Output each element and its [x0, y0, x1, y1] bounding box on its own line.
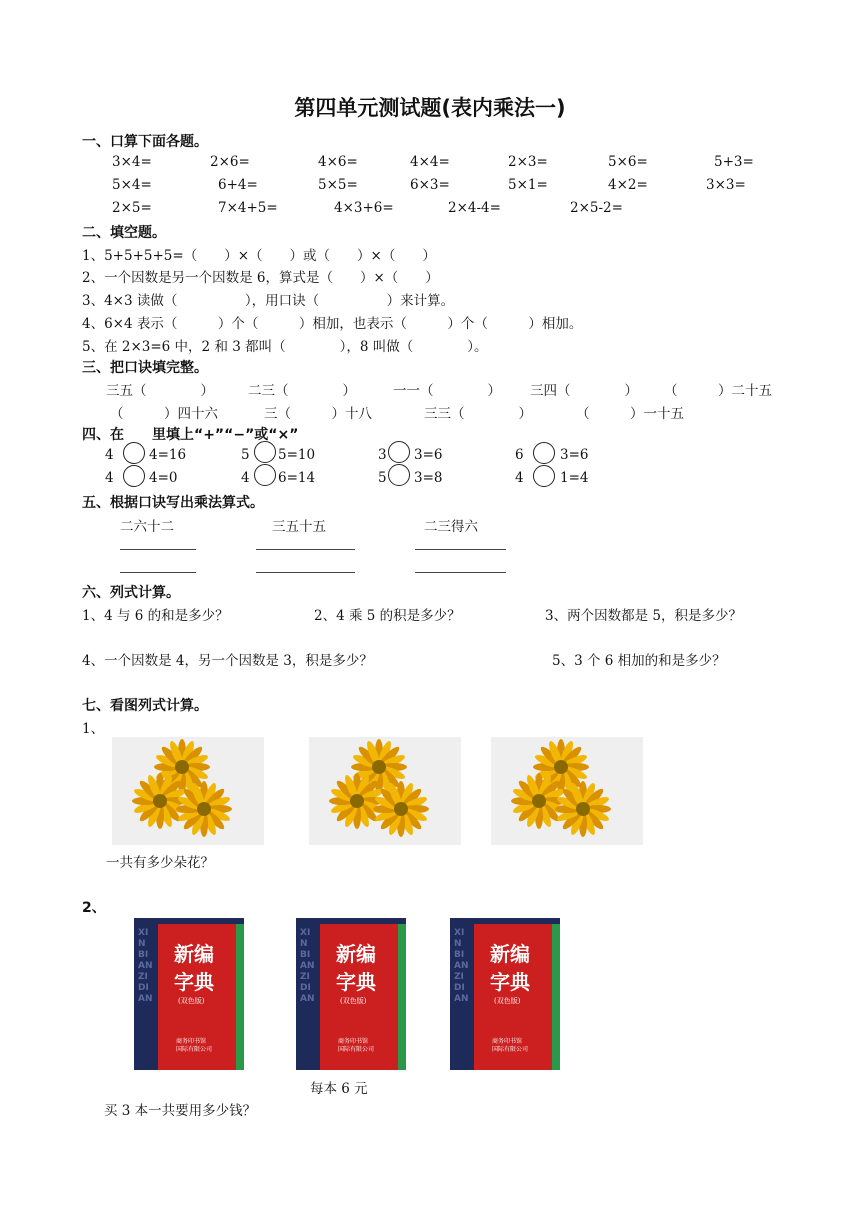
operand-result: 1=4 [560, 470, 589, 486]
picture-problem-2-question: 买 3 本一共要用多少钱？ [104, 1103, 257, 1119]
answer-line[interactable] [256, 572, 355, 573]
rhyme-item: （ ）二十五 [664, 383, 772, 399]
rhyme-item: 三（ ）十八 [264, 406, 372, 422]
flower-icon [309, 737, 461, 845]
operator-circle[interactable] [123, 442, 145, 464]
operand: 3 [378, 447, 387, 463]
problem: 4×2= [608, 177, 648, 193]
operand-result: 4=0 [149, 470, 178, 486]
operator-circle[interactable] [123, 465, 145, 487]
operand: 5 [378, 470, 387, 486]
picture-problem-2-label: 2、 [82, 900, 106, 916]
answer-line[interactable] [415, 549, 506, 550]
problem: 2×5-2= [570, 200, 623, 216]
rhyme-prompt: 二六十二 [120, 519, 174, 535]
operator-circle[interactable] [388, 464, 410, 486]
answer-line[interactable] [256, 549, 355, 550]
book-publisher: 国际有限公司 [176, 1046, 213, 1053]
rhyme-item: （ ）一十五 [576, 406, 684, 422]
problem: 2×6= [210, 154, 250, 170]
section-5-heading: 五、根据口诀写出乘法算式。 [82, 495, 264, 511]
book-title: 字典 [174, 970, 214, 994]
problem: 7×4+5= [218, 200, 278, 216]
book-publisher: 商务印书馆 [338, 1038, 369, 1045]
word-problem: 4、一个因数是 4，另一个因数是 3，积是多少？ [82, 653, 373, 669]
picture-problem-1-question: 一共有多少朵花？ [106, 855, 214, 871]
book-spine-text: XIN BIAN ZIDIAN [300, 928, 315, 1004]
operand-result: 3=8 [414, 470, 443, 486]
operator-circle[interactable] [533, 465, 555, 487]
dictionary-book-image [450, 918, 560, 1070]
dictionary-book-image [296, 918, 406, 1070]
operator-circle[interactable] [254, 464, 276, 486]
operand: 4 [515, 470, 524, 486]
book-spine-text: XIN BIAN ZIDIAN [138, 928, 153, 1004]
picture-problem-1-label: 1、 [82, 721, 105, 737]
operand: 4 [241, 470, 250, 486]
rhyme-prompt: 三五十五 [272, 519, 326, 535]
section-2-heading: 二、填空题。 [82, 225, 166, 241]
problem: 6+4= [218, 177, 258, 193]
problem: 5×1= [508, 177, 548, 193]
fill-blank-question: 1、5+5+5+5=（ ）×（ ）或（ ）×（ ） [82, 248, 436, 264]
problem: 5+3= [714, 154, 754, 170]
operator-circle[interactable] [533, 442, 555, 464]
problem: 4×3+6= [334, 200, 394, 216]
rhyme-item: 二三（ ） [248, 383, 356, 399]
operand: 6 [515, 447, 524, 463]
section-1-heading: 一、口算下面各题。 [82, 134, 208, 150]
problem: 3×4= [112, 154, 152, 170]
problem: 4×4= [410, 154, 450, 170]
word-problem: 5、3 个 6 相加的和是多少？ [552, 653, 726, 669]
rhyme-item: 三四（ ） [530, 383, 638, 399]
flower-icon [491, 737, 643, 845]
book-publisher: 国际有限公司 [492, 1046, 529, 1053]
problem: 6×3= [410, 177, 450, 193]
word-problem: 2、4 乘 5 的积是多少？ [314, 608, 461, 624]
section-4-heading: 四、在 里填上“+”“−”或“×” [82, 427, 299, 443]
rhyme-item: 三五（ ） [106, 383, 214, 399]
operand: 4 [105, 447, 114, 463]
book-title: 字典 [490, 970, 530, 994]
problem: 2×5= [112, 200, 152, 216]
problem: 2×4-4= [448, 200, 501, 216]
section-7-heading: 七、看图列式计算。 [82, 698, 208, 714]
flower-image [491, 737, 643, 845]
rhyme-item: 一一（ ） [393, 383, 501, 399]
book-subtitle: (双色版) [178, 997, 205, 1005]
word-problem: 1、4 与 6 的和是多少？ [82, 608, 229, 624]
fill-blank-question: 4、6×4 表示（ ）个（ ）相加，也表示（ ）个（ ）相加。 [82, 316, 583, 332]
book-price: 每本 6 元 [310, 1081, 368, 1097]
operand-result: 5=10 [278, 447, 316, 463]
operand-result: 4=16 [149, 447, 187, 463]
operator-circle[interactable] [254, 441, 276, 463]
page-title: 第四单元测试题(表内乘法一) [294, 96, 566, 120]
book-publisher: 国际有限公司 [338, 1046, 375, 1053]
book-spine-text: XIN BIAN ZIDIAN [454, 928, 469, 1004]
book-subtitle: (双色版) [340, 997, 367, 1005]
answer-line[interactable] [120, 549, 196, 550]
dictionary-book-image [134, 918, 244, 1070]
fill-blank-question: 2、一个因数是另一个因数是 6，算式是（ ）×（ ） [82, 270, 439, 286]
problem: 3×3= [706, 177, 746, 193]
fill-blank-question: 3、4×3 读做（ ），用口诀（ ）来计算。 [82, 293, 455, 309]
operand: 4 [105, 470, 114, 486]
operator-circle[interactable] [388, 441, 410, 463]
rhyme-prompt: 二三得六 [424, 519, 478, 535]
problem: 4×6= [318, 154, 358, 170]
problem: 5×4= [112, 177, 152, 193]
operand-result: 6=14 [278, 470, 316, 486]
book-publisher: 商务印书馆 [492, 1038, 523, 1045]
flower-icon [112, 737, 264, 845]
problem: 5×5= [318, 177, 358, 193]
problem: 5×6= [608, 154, 648, 170]
book-title: 新编 [336, 942, 376, 966]
book-title: 新编 [174, 942, 214, 966]
answer-line[interactable] [120, 572, 196, 573]
book-publisher: 商务印书馆 [176, 1038, 207, 1045]
operand-result: 3=6 [560, 447, 589, 463]
rhyme-item: 三三（ ） [424, 406, 532, 422]
operand-result: 3=6 [414, 447, 443, 463]
section-6-heading: 六、列式计算。 [82, 585, 180, 601]
flower-image [112, 737, 264, 845]
section-3-heading: 三、把口诀填完整。 [82, 360, 208, 376]
answer-line[interactable] [415, 572, 506, 573]
flower-image [309, 737, 461, 845]
word-problem: 3、两个因数都是 5，积是多少？ [545, 608, 742, 624]
fill-blank-question: 5、在 2×3=6 中，2 和 3 都叫（ ），8 叫做（ ）。 [82, 339, 488, 355]
problem: 2×3= [508, 154, 548, 170]
operand: 5 [241, 447, 250, 463]
book-title: 字典 [336, 970, 376, 994]
book-title: 新编 [490, 942, 530, 966]
rhyme-item: （ ）四十六 [110, 406, 218, 422]
book-subtitle: (双色版) [494, 997, 521, 1005]
